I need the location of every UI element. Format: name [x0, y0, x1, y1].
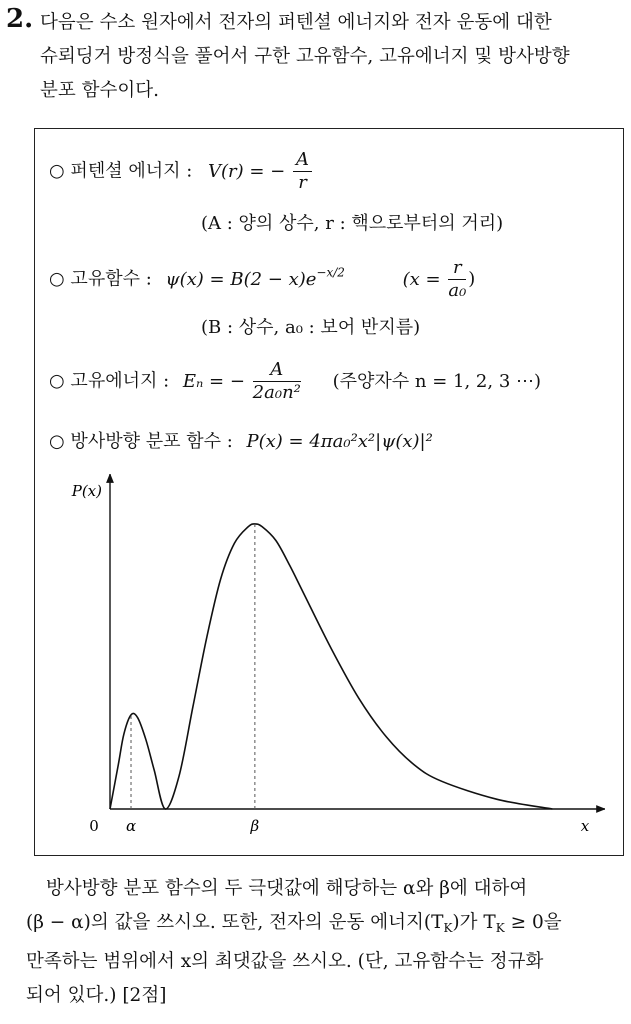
eigenfunction-def-lhs: (x = — [402, 268, 441, 290]
potential-numerator: A — [293, 149, 312, 172]
energy-lhs: Eₙ = − — [182, 370, 245, 392]
eigenfunction-def-rhs: ) — [468, 268, 476, 290]
footer-line-2 — [26, 906, 626, 945]
footer-line-1: 방사방향 분포 함수의 두 극댓값에 해당하는 α와 β에 대하여 — [46, 878, 528, 899]
question-intro — [40, 6, 625, 108]
intro-line-3: 분포 함수이다. — [40, 80, 159, 101]
radial-expr: P(x) = 4πa₀²x²|ψ(x)|² — [246, 431, 433, 452]
footer-sub-k: K — [443, 921, 453, 935]
footer-line-3: 만족하는 범위에서 x의 최댓값을 쓰시오. (단, 고유함수는 정규화 — [26, 951, 544, 972]
radial-distribution-curve — [110, 524, 552, 809]
y-axis-label: P(x) — [71, 482, 102, 500]
energy-label: ○ 고유에너지 : — [49, 370, 170, 392]
radial-label: ○ 방사방향 분포 함수 : — [49, 431, 233, 452]
eigenfunction-def-denominator: a₀ — [448, 280, 467, 301]
potential-lhs: V(r) = − — [208, 160, 286, 182]
formula-box — [34, 128, 624, 856]
eigenfunction-note: (B : 상수, a₀ : 보어 반지름) — [201, 317, 421, 338]
origin-label: 0 — [89, 817, 99, 835]
potential-line — [49, 149, 314, 194]
eigenfunction-line — [49, 257, 475, 302]
potential-note: (A : 양의 상수, r : 핵으로부터의 거리) — [201, 213, 504, 234]
energy-note: (주양자수 n = 1, 2, 3 ⋯) — [332, 370, 542, 392]
eigenfunction-def-numerator: r — [448, 257, 466, 280]
intro-line-1: 다음은 수소 원자에서 전자의 퍼텐셜 에너지와 전자 운동에 대한 — [40, 12, 552, 33]
footer-line-2-mid: )가 T — [452, 912, 496, 933]
footer-line-2-end: ≥ 0을 — [504, 912, 562, 933]
energy-line — [49, 359, 541, 404]
alpha-tick-label: α — [125, 817, 137, 835]
question-footer — [26, 872, 626, 1013]
eigenfunction-expr: ψ(x) = B(2 − x)e — [165, 268, 317, 290]
beta-tick-label: β — [250, 817, 260, 835]
footer-line-4: 되어 있다.) [2점] — [26, 985, 167, 1006]
radial-distribution-plot — [65, 474, 605, 844]
energy-denominator: 2a₀n² — [252, 382, 301, 403]
potential-label: ○ 퍼텐셜 에너지 : — [49, 160, 193, 182]
footer-sub-k2: K — [495, 921, 505, 935]
footer-line-2-text: (β − α)의 값을 쓰시오. 또한, 전자의 운동 에너지(T — [26, 912, 444, 933]
energy-numerator: A — [253, 359, 301, 382]
potential-fraction — [293, 149, 312, 194]
potential-denominator: r — [298, 172, 307, 193]
intro-line-2: 슈뢰딩거 방정식을 풀어서 구한 고유함수, 고유에너지 및 방사방향 — [40, 46, 570, 67]
eigenfunction-def-fraction — [448, 257, 466, 302]
eigenfunction-label: ○ 고유함수 : — [49, 268, 152, 290]
energy-fraction — [253, 359, 301, 404]
question-number: 2. — [6, 4, 34, 34]
radial-line — [49, 429, 433, 455]
x-axis-label: x — [580, 817, 590, 835]
eigenfunction-exponent: −x/2 — [316, 265, 345, 280]
